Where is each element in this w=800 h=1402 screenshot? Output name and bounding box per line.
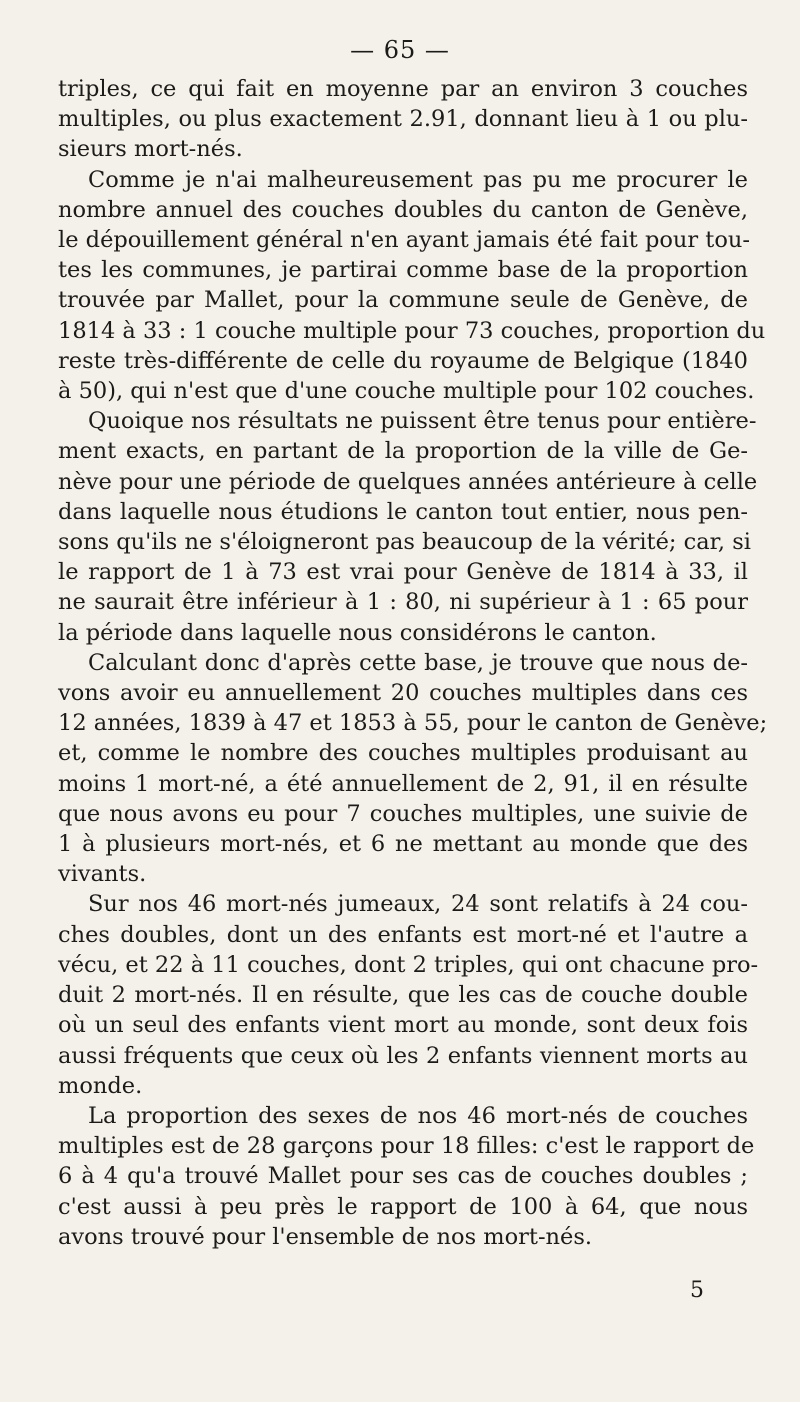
text-line: vivants. [58, 861, 147, 888]
text-line: nève pour une période de quelques années antérieure à celle [58, 468, 758, 495]
text-line: tes les communes, je partirai comme base de la proportion [58, 257, 748, 284]
text-line: Calculant donc d'après cette base, je trouve que nous de- [88, 649, 748, 676]
text-line: avons trouvé pour l'ensemble de nos mort-nés. [58, 1223, 593, 1250]
paragraph-1 [58, 74, 748, 165]
text-line: aussi fréquents que ceux où les 2 enfants viennent morts au [58, 1042, 748, 1069]
text-line: trouvée par Mallet, pour la commune seule de Genève, de [58, 287, 748, 314]
text-line: reste très-différente de celle du royaume de Belgique (1840 [58, 347, 748, 374]
text-line: Quoique nos résultats ne puissent être tenus pour entière- [88, 408, 757, 435]
body-text [58, 74, 768, 1252]
text-line: nombre annuel des couches doubles du canton de Genève, [58, 196, 748, 223]
text-line: Comme je n'ai malheureusement pas pu me procurer le [88, 166, 748, 193]
signature-mark: 5 [690, 1278, 704, 1303]
text-line: le rapport de 1 à 73 est vrai pour Genève de 1814 à 33, il [58, 559, 748, 586]
text-line: multiples, ou plus exactement 2.91, donnant lieu à 1 ou plu- [58, 106, 748, 133]
paragraph-5 [58, 1101, 755, 1252]
text-line: le dépouillement général n'en ayant jamais été fait pour tou- [58, 227, 750, 254]
text-line: et, comme le nombre des couches multiples produisant au [58, 740, 748, 767]
page-number: — 65 — [350, 36, 450, 64]
text-line: multiples est de 28 garçons pour 18 filles: c'est le rapport de [58, 1133, 755, 1160]
text-line: que nous avons eu pour 7 couches multiples, une suivie de [58, 800, 748, 827]
text-line: ne saurait être inférieur à 1 : 80, ni supérieur à 1 : 65 pour [58, 589, 748, 616]
text-line: duit 2 mort-nés. Il en résulte, que les cas de couche double [58, 982, 748, 1009]
paragraph-4 [58, 889, 759, 1100]
text-line: 12 années, 1839 à 47 et 1853 à 55, pour le canton de Genève; [58, 710, 768, 737]
paragraph-3 [58, 648, 768, 890]
text-line: moins 1 mort-né, a été annuellement de 2, 91, il en résulte [58, 770, 748, 797]
text-line: à 50), qui n'est que d'une couche multiple pour 102 couches. [58, 378, 755, 405]
text-line: ches doubles, dont un des enfants est mort-né et l'autre a [58, 921, 748, 948]
text-line: vons avoir eu annuellement 20 couches multiples dans ces [58, 680, 748, 707]
paragraph-2 [58, 165, 766, 648]
text-line: ment exacts, en partant de la proportion de la ville de Ge- [58, 438, 748, 465]
text-line: 6 à 4 qu'a trouvé Mallet pour ses cas de couches doubles ; [58, 1163, 748, 1190]
text-line: dans laquelle nous étudions le canton tout entier, nous pen- [58, 498, 748, 525]
text-line: sons qu'ils ne s'éloigneront pas beaucoup de la vérité; car, si [58, 529, 751, 556]
text-line: vécu, et 22 à 11 couches, dont 2 triples, qui ont chacune pro- [58, 951, 759, 978]
text-line: triples, ce qui fait en moyenne par an environ 3 couches [58, 76, 748, 102]
text-line: monde. [58, 1072, 143, 1099]
text-line: La proportion des sexes de nos 46 mort-nés de couches [88, 1102, 748, 1129]
text-line: où un seul des enfants vient mort au monde, sont deux fois [58, 1012, 748, 1039]
text-line: sieurs mort-nés. [58, 136, 243, 163]
text-line: la période dans laquelle nous considérons le canton. [58, 619, 657, 646]
text-line: 1814 à 33 : 1 couche multiple pour 73 couches, proportion du [58, 317, 766, 344]
text-line: 1 à plusieurs mort-nés, et 6 ne mettant au monde que des [58, 831, 748, 858]
text-line: Sur nos 46 mort-nés jumeaux, 24 sont relatifs à 24 cou- [88, 891, 748, 918]
text-line: c'est aussi à peu près le rapport de 100 à 64, que nous [58, 1193, 748, 1220]
